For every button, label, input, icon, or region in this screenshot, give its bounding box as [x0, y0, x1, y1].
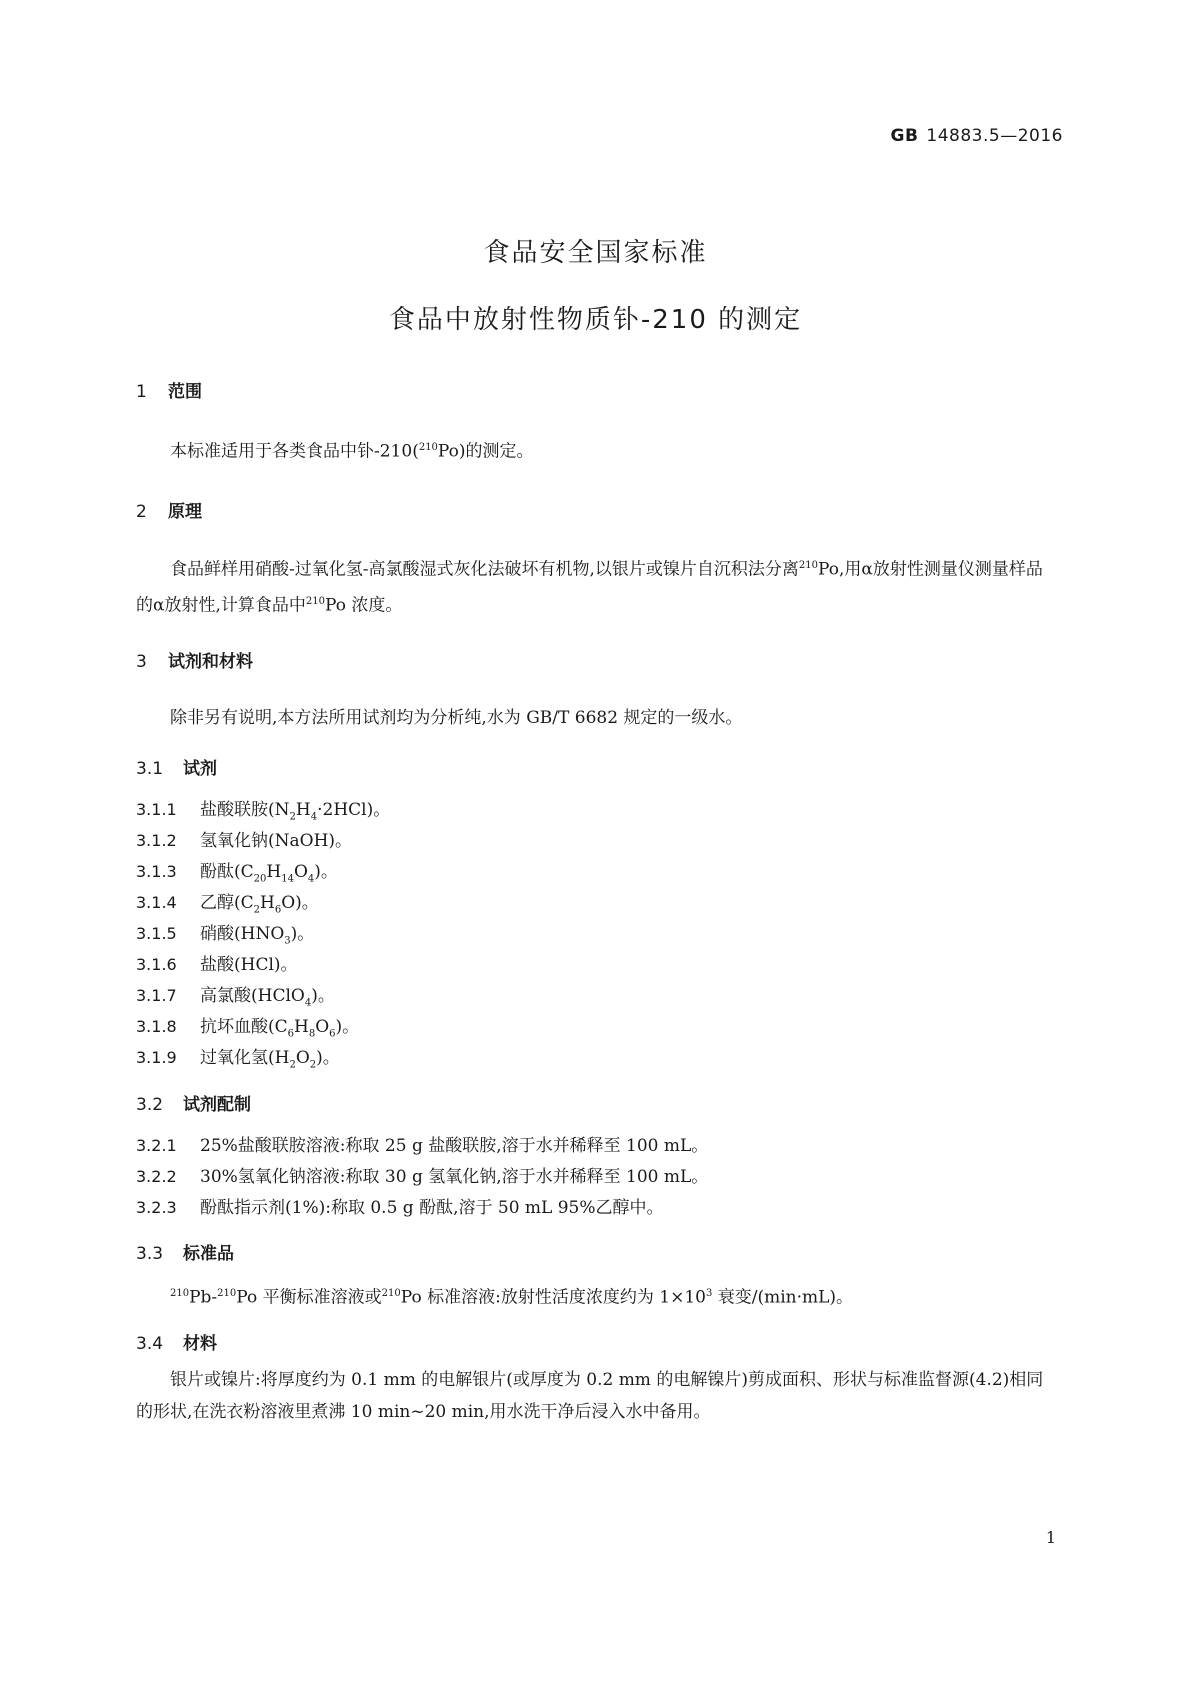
preparation-item: 3.2.2 30%氢氧化钠溶液:称取 30 g 氢氧化钠,溶于水并稀释至 100 mL。 [136, 1167, 709, 1187]
section-2-heading [136, 497, 202, 522]
section-number: 3.4 [136, 1334, 164, 1354]
standard-number: 14883.5—2016 [926, 126, 1063, 146]
reagent-item: 3.1.4 乙醇$(C_2H_6O)$。 [136, 893, 319, 916]
document-subtitle: 食品中放射性物质钋-210 的测定 [388, 305, 803, 335]
section-title: 原理 [168, 502, 202, 522]
section-number: 3.3 [136, 1244, 164, 1264]
section-3-4-heading [136, 1329, 217, 1354]
preparation-item: 3.2.1 25%盐酸联胺溶液:称取 25 g 盐酸联胺,溶于水并稀释至 100 mL。 [136, 1136, 709, 1156]
reagent-item: 3.1.3 酚酞$(C_{20}H_{14}O_4)$。 [136, 862, 338, 885]
section-number: 3 [136, 652, 147, 672]
section-title: 材料 [183, 1334, 217, 1354]
section-title: 范围 [168, 382, 202, 402]
section-3-heading [136, 647, 253, 672]
preparation-item: 3.2.3 酚酞指示剂(1%):称取 0.5 g 酚酞,溶于 50 mL 95%乙醇中。 [136, 1198, 664, 1218]
section-title: 试剂和材料 [168, 652, 253, 672]
section-title: 试剂 [183, 759, 217, 779]
section-3-text: 除非另有说明,本方法所用试剂均为分析纯,水为 GB/T 6682 规定的一级水。 [170, 708, 743, 728]
section-title: 标准品 [183, 1244, 234, 1264]
reagent-item: 3.1.9 过氧化氢$(H_2O_2)$。 [136, 1048, 340, 1071]
reagent-item: 3.1.1 盐酸联胺$(N_2H_4\cdot 2HCl)$。 [136, 800, 391, 823]
section-2-text: 食品鲜样用硝酸-过氧化氢-高氯酸湿式灰化法破坏有机物,以银片或镍片自沉积法分离$^{210}$Po,用α放射性测量仪测量样品的α放射性,计算食品中$^{210}$Po 浓度。 [136, 559, 1043, 616]
standard-code [891, 126, 1064, 146]
reagent-item: 3.1.7 高氯酸(HClO$_4$)。 [136, 986, 335, 1009]
section-3-1-heading [136, 754, 217, 779]
document-title: 食品安全国家标准 [483, 238, 708, 268]
standard-prefix: GB [890, 126, 919, 146]
section-3-2-heading [136, 1090, 251, 1115]
section-number: 2 [136, 502, 147, 522]
section-number: 3.2 [136, 1095, 164, 1115]
reagent-item: 3.1.5 硝酸$(HNO_3)$。 [136, 924, 315, 947]
section-1-text: 本标准适用于各类食品中钋-210($^{210}$Po)的测定。 [170, 441, 534, 462]
section-1-heading [136, 377, 202, 402]
section-3-3-text: $^{210}$Pb-$^{210}$Po 平衡标准溶液或$^{210}$Po 标准溶液:放射性活度浓度约为 $1\times 10^3$ 衰变/(min·mL)。 [170, 1287, 854, 1308]
reagent-item: 3.1.6 盐酸(HCl)。 [136, 955, 298, 975]
section-3-3-heading [136, 1239, 234, 1264]
page-number: 1 [1045, 1528, 1056, 1547]
section-title: 试剂配制 [183, 1095, 251, 1115]
section-number: 3.1 [136, 759, 164, 779]
reagent-item: 3.1.2 氢氧化钠(NaOH)。 [136, 831, 353, 851]
section-3-4-text: 银片或镍片:将厚度约为 0.1 mm 的电解银片(或厚度为 0.2 mm 的电解镍片)剪成面积、形状与标准监督源(4.2)相同的形状,在洗衣粉溶液里煮沸 10 min~20 min,用水洗干净后浸入水中备用。 [136, 1370, 1044, 1422]
section-number: 1 [136, 382, 147, 402]
reagent-item: 3.1.8 抗坏血酸$(C_6H_8O_6)$。 [136, 1017, 360, 1040]
